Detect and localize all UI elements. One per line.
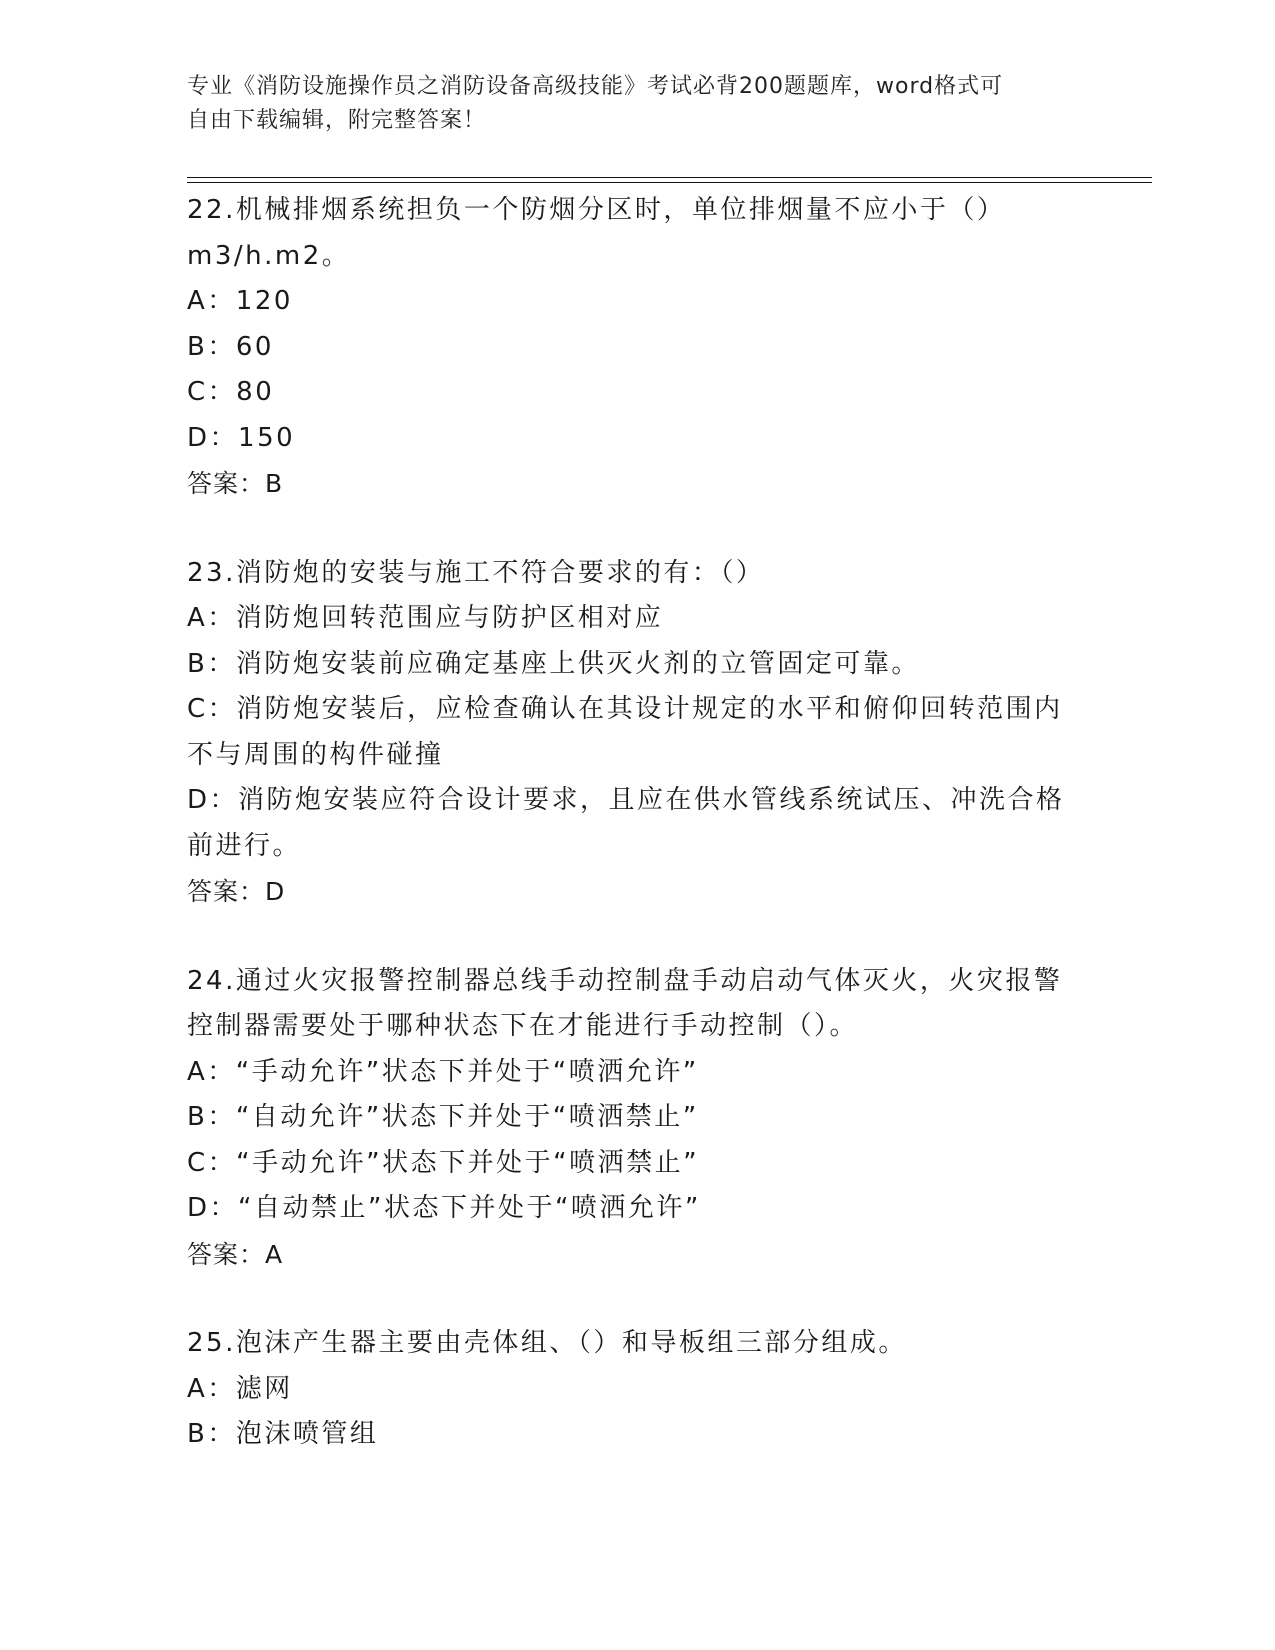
option-line: 不与周围的构件碰撞 <box>187 739 444 770</box>
answer-line: 答案：D <box>187 877 286 906</box>
option-line: A：120 <box>187 286 293 316</box>
question-stem-line: 24.通过火灾报警控制器总线手动控制盘手动启动气体灭火，火灾报警 <box>187 965 1063 996</box>
question-stem-line: 23.消防炮的安装与施工不符合要求的有：（） <box>187 557 765 588</box>
question-stem-line: 22.机械排烟系统担负一个防烟分区时，单位排烟量不应小于（） <box>187 195 1006 225</box>
option-line: A：“手动允许”状态下并处于“喷洒允许” <box>187 1056 699 1087</box>
question-block <box>187 188 1087 507</box>
option-line: C：80 <box>187 377 275 407</box>
option-line: B：60 <box>187 331 274 362</box>
option-line: C：“手动允许”状态下并处于“喷洒禁止” <box>187 1147 700 1178</box>
document-header <box>187 70 1067 138</box>
answer-line: 答案：B <box>187 469 284 498</box>
question-stem-line: 25.泡沫产生器主要由壳体组、（）和导板组三部分组成。 <box>187 1328 907 1358</box>
header-line-1: 专业《消防设施操作员之消防设备高级技能》考试必背200题题库，word格式可 <box>187 74 1004 99</box>
question-block <box>187 1321 1087 1458</box>
option-line: 前进行。 <box>187 830 302 861</box>
question-block <box>187 551 1087 915</box>
option-line: D：“自动禁止”状态下并处于“喷洒允许” <box>187 1193 701 1223</box>
option-line: B：泡沫喷管组 <box>187 1419 379 1449</box>
option-line: B：“自动允许”状态下并处于“喷洒禁止” <box>187 1102 699 1132</box>
option-line: A：滤网 <box>187 1373 293 1404</box>
question-stem-line: m3/h.m2。 <box>187 240 351 271</box>
header-divider-top <box>187 177 1152 178</box>
option-line: D：消防炮安装应符合设计要求，且应在供水管线系统试压、冲洗合格 <box>187 785 1065 815</box>
option-line: D：150 <box>187 422 296 453</box>
question-stem-line: 控制器需要处于哪种状态下在才能进行手动控制（）。 <box>187 1011 859 1041</box>
option-line: B：消防炮安装前应确定基座上供灭火剂的立管固定可靠。 <box>187 648 920 679</box>
question-list <box>187 188 1087 1502</box>
option-line: C：消防炮安装后，应检查确认在其设计规定的水平和俯仰回转范围内 <box>187 694 1063 724</box>
answer-line: 答案：A <box>187 1239 284 1269</box>
header-line-2: 自由下载编辑，附完整答案！ <box>187 108 487 133</box>
question-block <box>187 959 1087 1278</box>
header-divider-bottom <box>187 182 1152 183</box>
option-line: A：消防炮回转范围应与防护区相对应 <box>187 603 664 633</box>
